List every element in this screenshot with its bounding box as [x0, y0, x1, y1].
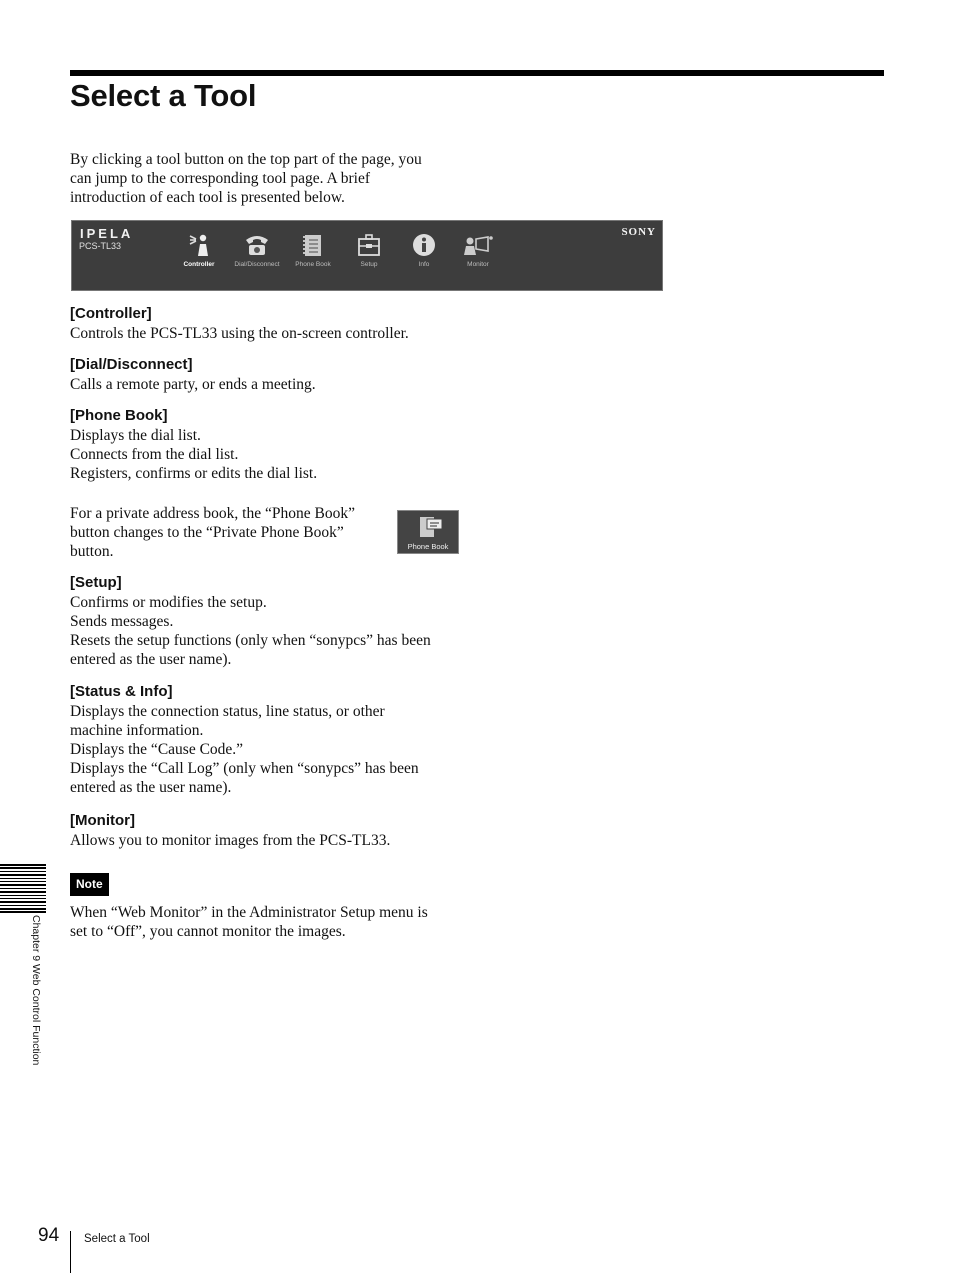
controller-label: Controller	[183, 261, 215, 268]
note-badge: Note	[70, 873, 109, 896]
phone-book-label: Phone Book	[295, 261, 331, 268]
chapter-tab-bars	[0, 864, 46, 915]
info-button[interactable]	[394, 233, 454, 268]
note-text	[70, 903, 470, 941]
tool-bar-screenshot	[71, 220, 663, 291]
section-heading: [Monitor]	[70, 812, 135, 829]
section-monitor	[70, 812, 470, 850]
dial-disconnect-button[interactable]	[227, 233, 287, 268]
note-line: button changes to the “Private Phone Book”	[70, 524, 344, 541]
controller-button[interactable]	[169, 233, 229, 268]
note-line: set to “Off”, you cannot monitor the images.	[70, 923, 346, 940]
footer-section-title: Select a Tool	[84, 1233, 150, 1245]
phone-book-button[interactable]	[283, 233, 343, 268]
section-line: machine information.	[70, 722, 204, 739]
private-phone-book-note	[70, 504, 390, 561]
toolbox-icon	[357, 233, 381, 257]
section-heading: [Status & Info]	[70, 683, 173, 700]
note-line: For a private address book, the “Phone Book”	[70, 505, 355, 522]
section-line: Displays the “Cause Code.”	[70, 741, 244, 758]
phone-book-icon	[301, 233, 325, 257]
page-number: 94	[38, 1225, 60, 1246]
section-status-info	[70, 683, 470, 797]
private-phone-book-button-image	[397, 510, 459, 554]
section-controller	[70, 305, 470, 343]
dial-disconnect-label: Dial/Disconnect	[234, 261, 280, 268]
controller-icon	[186, 233, 212, 257]
section-line: Displays the dial list.	[70, 427, 201, 444]
section-dial-disconnect	[70, 356, 470, 394]
info-icon	[412, 233, 436, 257]
setup-button[interactable]	[339, 233, 399, 268]
section-heading: [Controller]	[70, 305, 152, 322]
intro-line: By clicking a tool button on the top part of the page, you	[70, 151, 422, 168]
page-title: Select a Tool	[70, 78, 257, 113]
setup-label: Setup	[360, 261, 378, 268]
section-phone-book	[70, 407, 470, 483]
note-line: When “Web Monitor” in the Administrator Setup menu is	[70, 904, 428, 921]
section-setup	[70, 574, 470, 669]
section-line: Allows you to monitor images from the PCS-TL33.	[70, 832, 391, 849]
footer-rule	[70, 1231, 71, 1273]
section-heading: [Setup]	[70, 574, 122, 591]
monitor-icon	[462, 233, 494, 257]
section-line: entered as the user name).	[70, 779, 232, 796]
section-line: Controls the PCS-TL33 using the on-screen controller.	[70, 325, 409, 342]
section-line: Connects from the dial list.	[70, 446, 239, 463]
intro-line: can jump to the corresponding tool page. A brief	[70, 170, 371, 187]
private-phone-book-icon	[418, 515, 444, 539]
section-line: Displays the connection status, line status, or other	[70, 703, 385, 720]
title-rule	[70, 70, 884, 76]
section-line: Resets the setup functions (only when “sonypcs” has been	[70, 632, 431, 649]
intro-paragraph	[70, 150, 462, 207]
telephone-icon	[243, 233, 271, 257]
intro-line: introduction of each tool is presented below.	[70, 189, 345, 206]
ipela-logo: IPELA	[80, 226, 134, 241]
monitor-label: Monitor	[467, 261, 489, 268]
section-line: Confirms or modifies the setup.	[70, 594, 267, 611]
section-line: Sends messages.	[70, 613, 174, 630]
model-name: PCS-TL33	[79, 241, 122, 251]
section-line: Calls a remote party, or ends a meeting.	[70, 376, 316, 393]
chapter-side-label: Chapter 9 Web Control Function	[30, 915, 42, 1066]
section-line: Registers, confirms or edits the dial list.	[70, 465, 318, 482]
info-label: Info	[418, 261, 430, 268]
note-line: button.	[70, 543, 114, 560]
monitor-button[interactable]	[448, 233, 508, 268]
section-heading: [Phone Book]	[70, 407, 168, 424]
section-line: Displays the “Call Log” (only when “sonypcs” has been	[70, 760, 419, 777]
section-heading: [Dial/Disconnect]	[70, 356, 193, 373]
private-phone-book-label: Phone Book	[407, 542, 449, 551]
section-line: entered as the user name).	[70, 651, 232, 668]
sony-logo: SONY	[621, 226, 656, 238]
